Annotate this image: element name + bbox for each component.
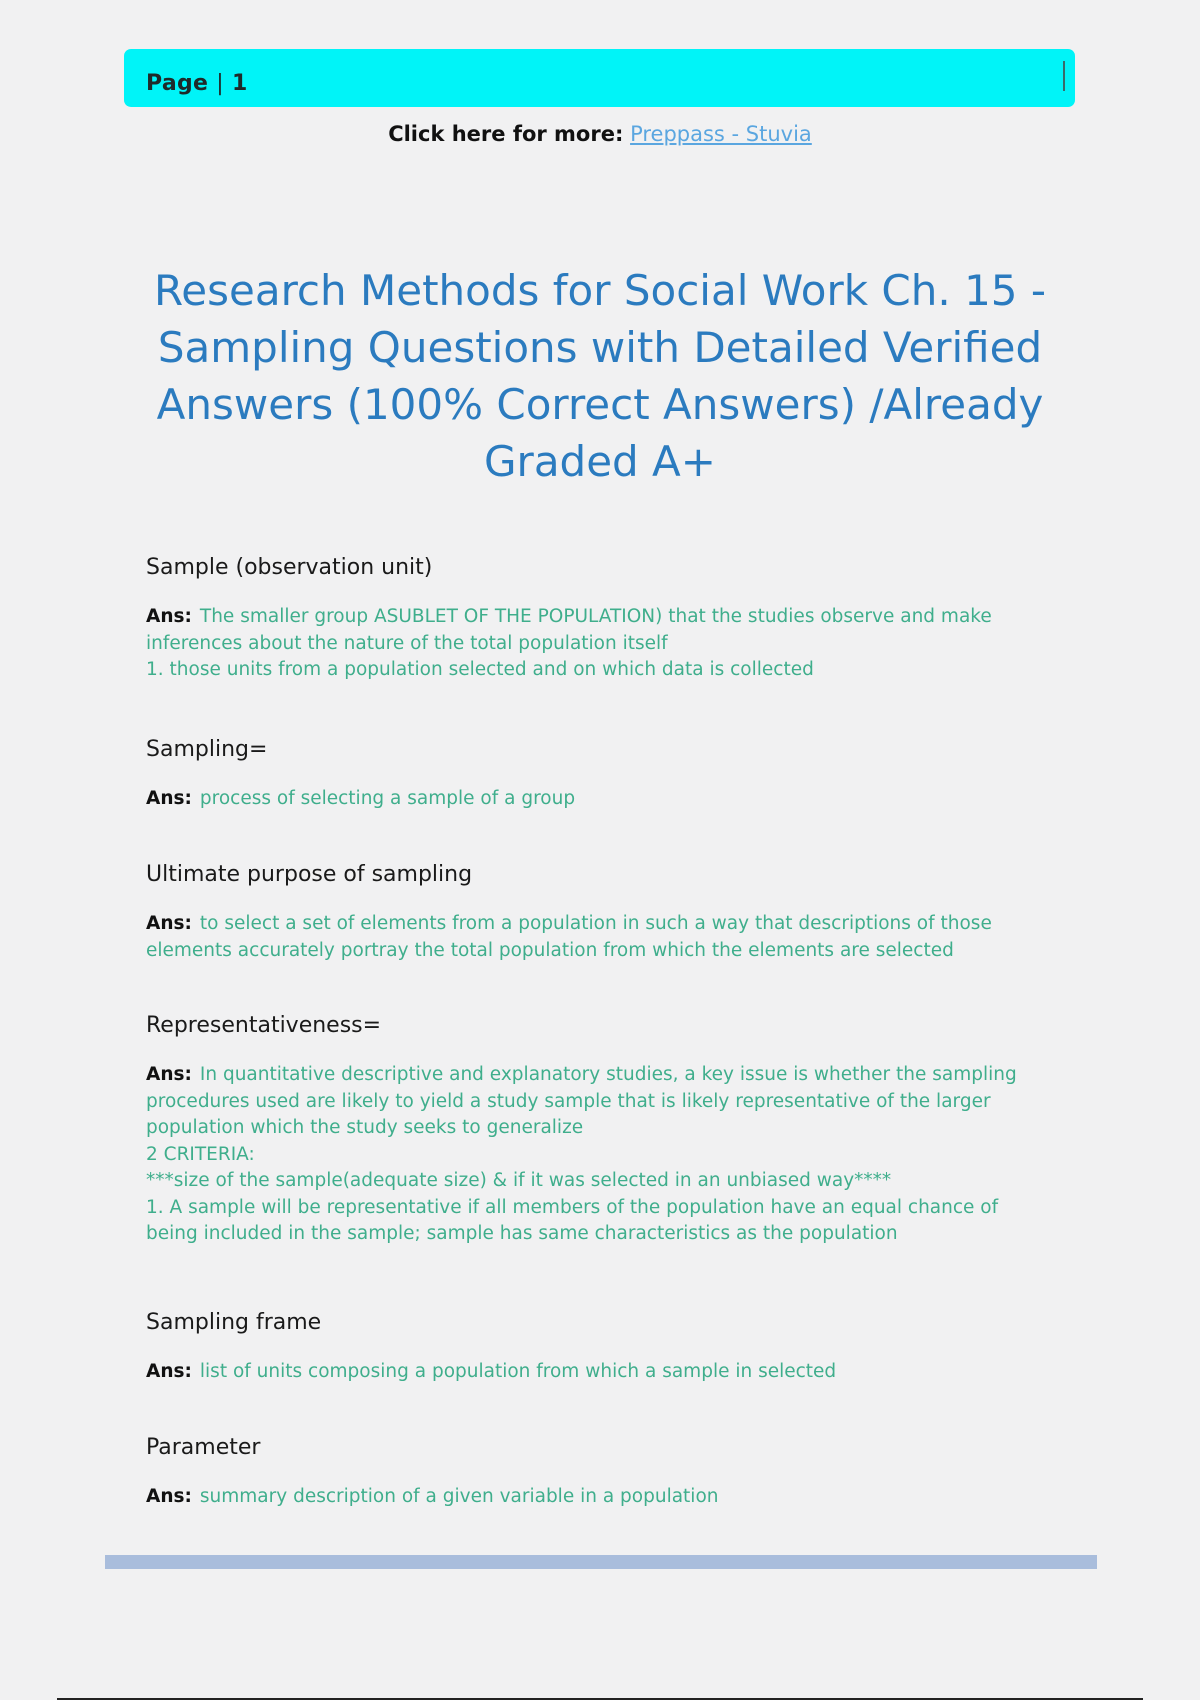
- answer-line: [146, 1484, 1046, 1511]
- page-header-bar: [124, 49, 1075, 107]
- question: Parameter: [146, 1435, 261, 1460]
- answer-line: [146, 911, 1046, 964]
- ans-label: Ans:: [146, 1361, 192, 1382]
- answer-line: 2 CRITERIA:: [146, 1143, 255, 1165]
- qa-item: [146, 1013, 1046, 1248]
- ans-label: Ans:: [146, 1486, 192, 1507]
- answer: [146, 1484, 1046, 1511]
- preppass-stuvia-link[interactable]: Preppass - Stuvia: [630, 122, 812, 146]
- answer-line: [146, 1062, 1046, 1142]
- answer: [146, 786, 1046, 813]
- ans-label: Ans:: [146, 1064, 192, 1085]
- question: Sampling=: [146, 737, 268, 762]
- answer-text: The smaller group ASUBLET OF THE POPULATION) that the studies observe and make inferences about the nature of the total population itself: [146, 606, 992, 654]
- answer-text: summary description of a given variable in a population: [199, 1486, 719, 1507]
- page-number-label: [146, 71, 248, 96]
- footer-divider-bar: [105, 1555, 1097, 1569]
- more-prefix: Click here for more:: [388, 122, 624, 146]
- answer-text: to select a set of elements from a population in such a way that descriptions of those elements accurately portray the total population from which the elements are selected: [146, 913, 992, 961]
- answer-line: [146, 604, 1046, 657]
- page-number: 1: [231, 71, 248, 96]
- more-line: [0, 122, 1200, 146]
- qa-item: [146, 1435, 1046, 1511]
- answer: [146, 911, 1046, 964]
- answer-line: 1. A sample will be representative if all members of the population have an equal chance of being included in the sample; sample has same characteristics as the population: [146, 1196, 999, 1244]
- answer-text: list of units composing a population from which a sample in selected: [199, 1361, 837, 1382]
- answer-line: 1. those units from a population selected and on which data is collected: [146, 659, 814, 680]
- question: Representativeness=: [146, 1013, 382, 1038]
- answer-text: process of selecting a sample of a group: [199, 788, 576, 809]
- qa-item: [146, 737, 1046, 813]
- qa-item: [146, 555, 1046, 684]
- page-separator: |: [216, 71, 224, 96]
- question: Sample (observation unit): [146, 555, 433, 580]
- qa-item: [146, 862, 1046, 964]
- answer-text: In quantitative descriptive and explanatory studies, a key issue is whether the sampling procedures used are likely to yield a study sample that is likely representative of the larger population which the study seeks to generalize: [146, 1064, 1017, 1138]
- answer: [146, 1359, 1046, 1386]
- question: Ultimate purpose of sampling: [146, 862, 473, 887]
- page-word: Page: [146, 71, 209, 96]
- ans-label: Ans:: [146, 606, 192, 627]
- ans-label: Ans:: [146, 788, 192, 809]
- question: Sampling frame: [146, 1310, 322, 1335]
- answer: [146, 1062, 1046, 1248]
- ans-label: Ans:: [146, 913, 192, 934]
- answer: [146, 604, 1046, 684]
- answer-line: [146, 786, 1046, 813]
- document-title: Research Methods for Social Work Ch. 15 - Sampling Questions with Detailed Verified Answers (100% Correct Answers) /Already Graded A+: [153, 266, 1047, 486]
- answer-line: [146, 1359, 1046, 1386]
- answer-line: ***size of the sample(adequate size) & if it was selected in an unbiased way****: [146, 1170, 892, 1191]
- header-edge-mark: [1063, 61, 1065, 91]
- qa-item: [146, 1310, 1046, 1386]
